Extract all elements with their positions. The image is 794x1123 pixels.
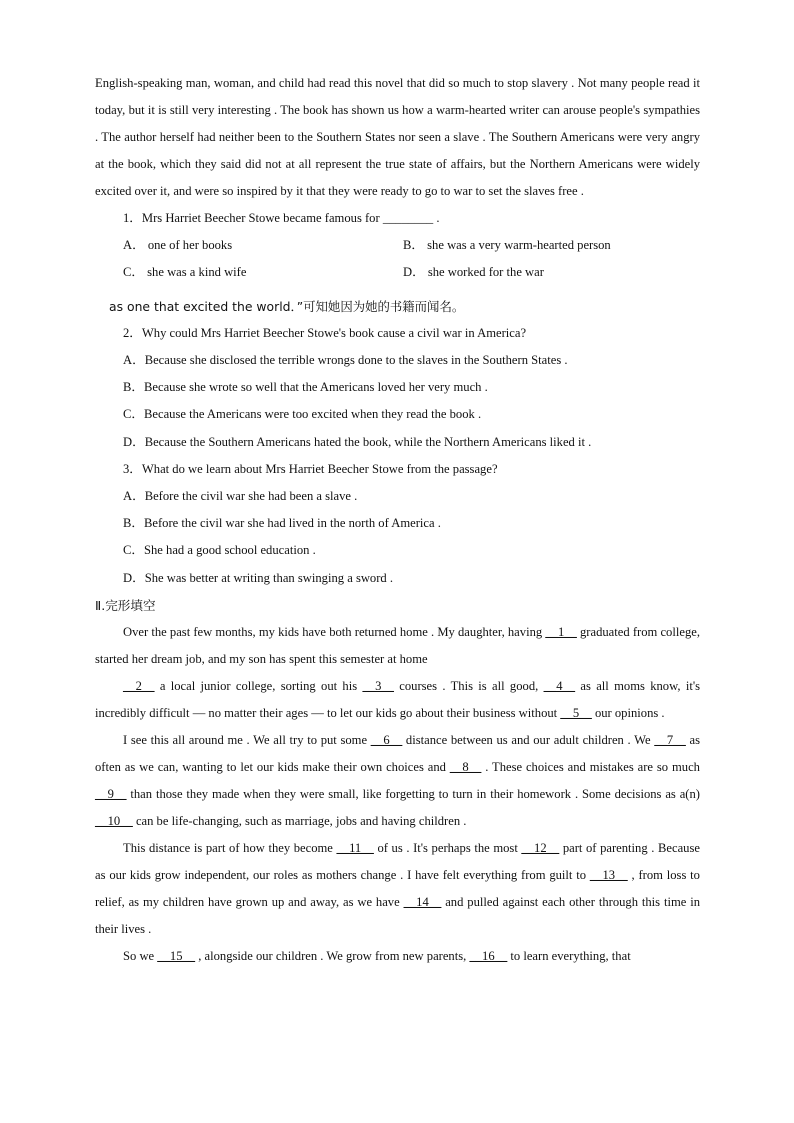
cloze-text: distance between us and our adult children . We [405,733,651,748]
cloze-text: graduated from college, started her dream job, and my son has spent this semester at home [95,625,700,667]
cloze-text: and pulled against each other through this time in their lives . [95,895,700,937]
blank-14: __14__ [403,895,442,910]
cloze-text: to learn everything, that [510,949,631,964]
cloze-paragraph-4 [95,943,700,970]
blank-12: __12__ [521,841,560,856]
q3-option-a: A．Before the civil war she had been a slave . [123,489,358,504]
q3-option-d: D．She was better at writing than swinging a sword . [123,570,394,585]
cloze-text: part of parenting . Because as our kids grow independent, our roles as mothers change . I have felt everything from guilt to [95,841,700,883]
blank-13: __13__ [589,868,628,883]
q3-option-c: C．She had a good school education . [123,543,316,558]
q2-option-a: A．Because she disclosed the terrible wrongs done to the slaves in the Southern States . [123,353,568,368]
question-1-stem: 1．Mrs Harriet Beecher Stowe became famous for ________ . [123,211,440,225]
blank-8: __8__ [449,760,482,775]
blank-1: __1__ [545,625,577,640]
q2-option-d: D．Because the Southern Americans hated the book, while the Northern Americans liked it . [123,434,592,449]
question-3-stem: 3．What do we learn about Mrs Harriet Beecher Stowe from the passage? [123,461,498,476]
blank-9: __9__ [95,787,127,802]
blank-3: __3__ [362,679,394,694]
cloze-paragraph-2 [95,727,700,835]
reading-passage: English-speaking man, woman, and child had read this novel that did so much to stop slavery . Not many people read it today, but it is still very interesting . The book has shown us how a warm-hearted writer can arouse people's sympathies . The author herself had neither been to the Southern States nor seen a slave . The Southern Americans were very angry at the book, which they said did not at all represent the true state of affairs, but the Northern Americans were widely excited over it, and were so inspired by it that they were ready to go to war to set the slaves free . [95,76,700,198]
blank-11: __11__ [336,841,374,856]
section-title: Ⅱ.完形填空 [95,597,156,613]
cloze-text: our opinions . [594,706,665,721]
q1-option-b: B． she was a very warm-hearted person [403,238,611,253]
cloze-text: as all moms know, it's incredibly difficult — no matter their ages — to let our kids go about their business without [95,679,701,721]
document-page [95,72,700,970]
blank-10: __10__ [95,814,133,829]
question-2 [95,320,700,456]
cloze-text: Over the past few months, my kids have both returned home . My daughter, having [123,625,543,640]
cloze-paragraph-1 [95,619,700,727]
q2-option-b: B．Because she wrote so well that the Americans loved her very much . [123,380,488,395]
cloze-text: courses . This is all good, [399,679,539,694]
cloze-paragraph-3 [95,835,700,943]
cloze-text: of us . It's perhaps the most [377,841,518,856]
blank-6: __6__ [370,733,403,748]
cloze-text: I see this all around me . We all try to put some [123,733,368,748]
blank-4: __4__ [543,679,576,694]
cloze-text: a local junior college, sorting out his [159,679,358,694]
blank-2: __2__ [123,679,155,694]
cloze-text: So we [123,949,155,964]
cloze-text: , from loss to relief, as my children have grown up and away, as we have [95,868,700,910]
cloze-text: can be life-changing, such as marriage, jobs and having children . [135,814,467,829]
q2-option-c: C．Because the Americans were too excited when they read the book . [123,407,482,422]
question-3 [95,456,700,592]
cloze-text: This distance is part of how they become [123,841,333,856]
cloze-text: as often as we can, wanting to let our kids make their own choices and [95,733,700,775]
blank-5: __5__ [560,706,592,721]
cloze-text: , alongside our children . We grow from new parents, [198,949,467,964]
question-1 [95,205,700,287]
blank-7: __7__ [654,733,686,748]
q1-option-d: D． she worked for the war [403,265,544,280]
answer-explanation: as one that excited the world．”可知她因为她的书籍而闻名。 [109,298,465,314]
cloze-text: . These choices and mistakes are so much [485,760,700,775]
cloze-text: than those they made when they were small, like forgetting to turn in their homework . Some decisions as a(n) [130,787,700,802]
blank-16: __16__ [469,949,508,964]
q3-option-b: B．Before the civil war she had lived in the north of America . [123,516,441,531]
blank-15: __15__ [157,949,196,964]
q1-option-a: A． one of her books [123,238,233,253]
q1-option-c: C． she was a kind wife [123,265,247,280]
question-2-stem: 2．Why could Mrs Harriet Beecher Stowe's book cause a civil war in America? [123,325,527,340]
